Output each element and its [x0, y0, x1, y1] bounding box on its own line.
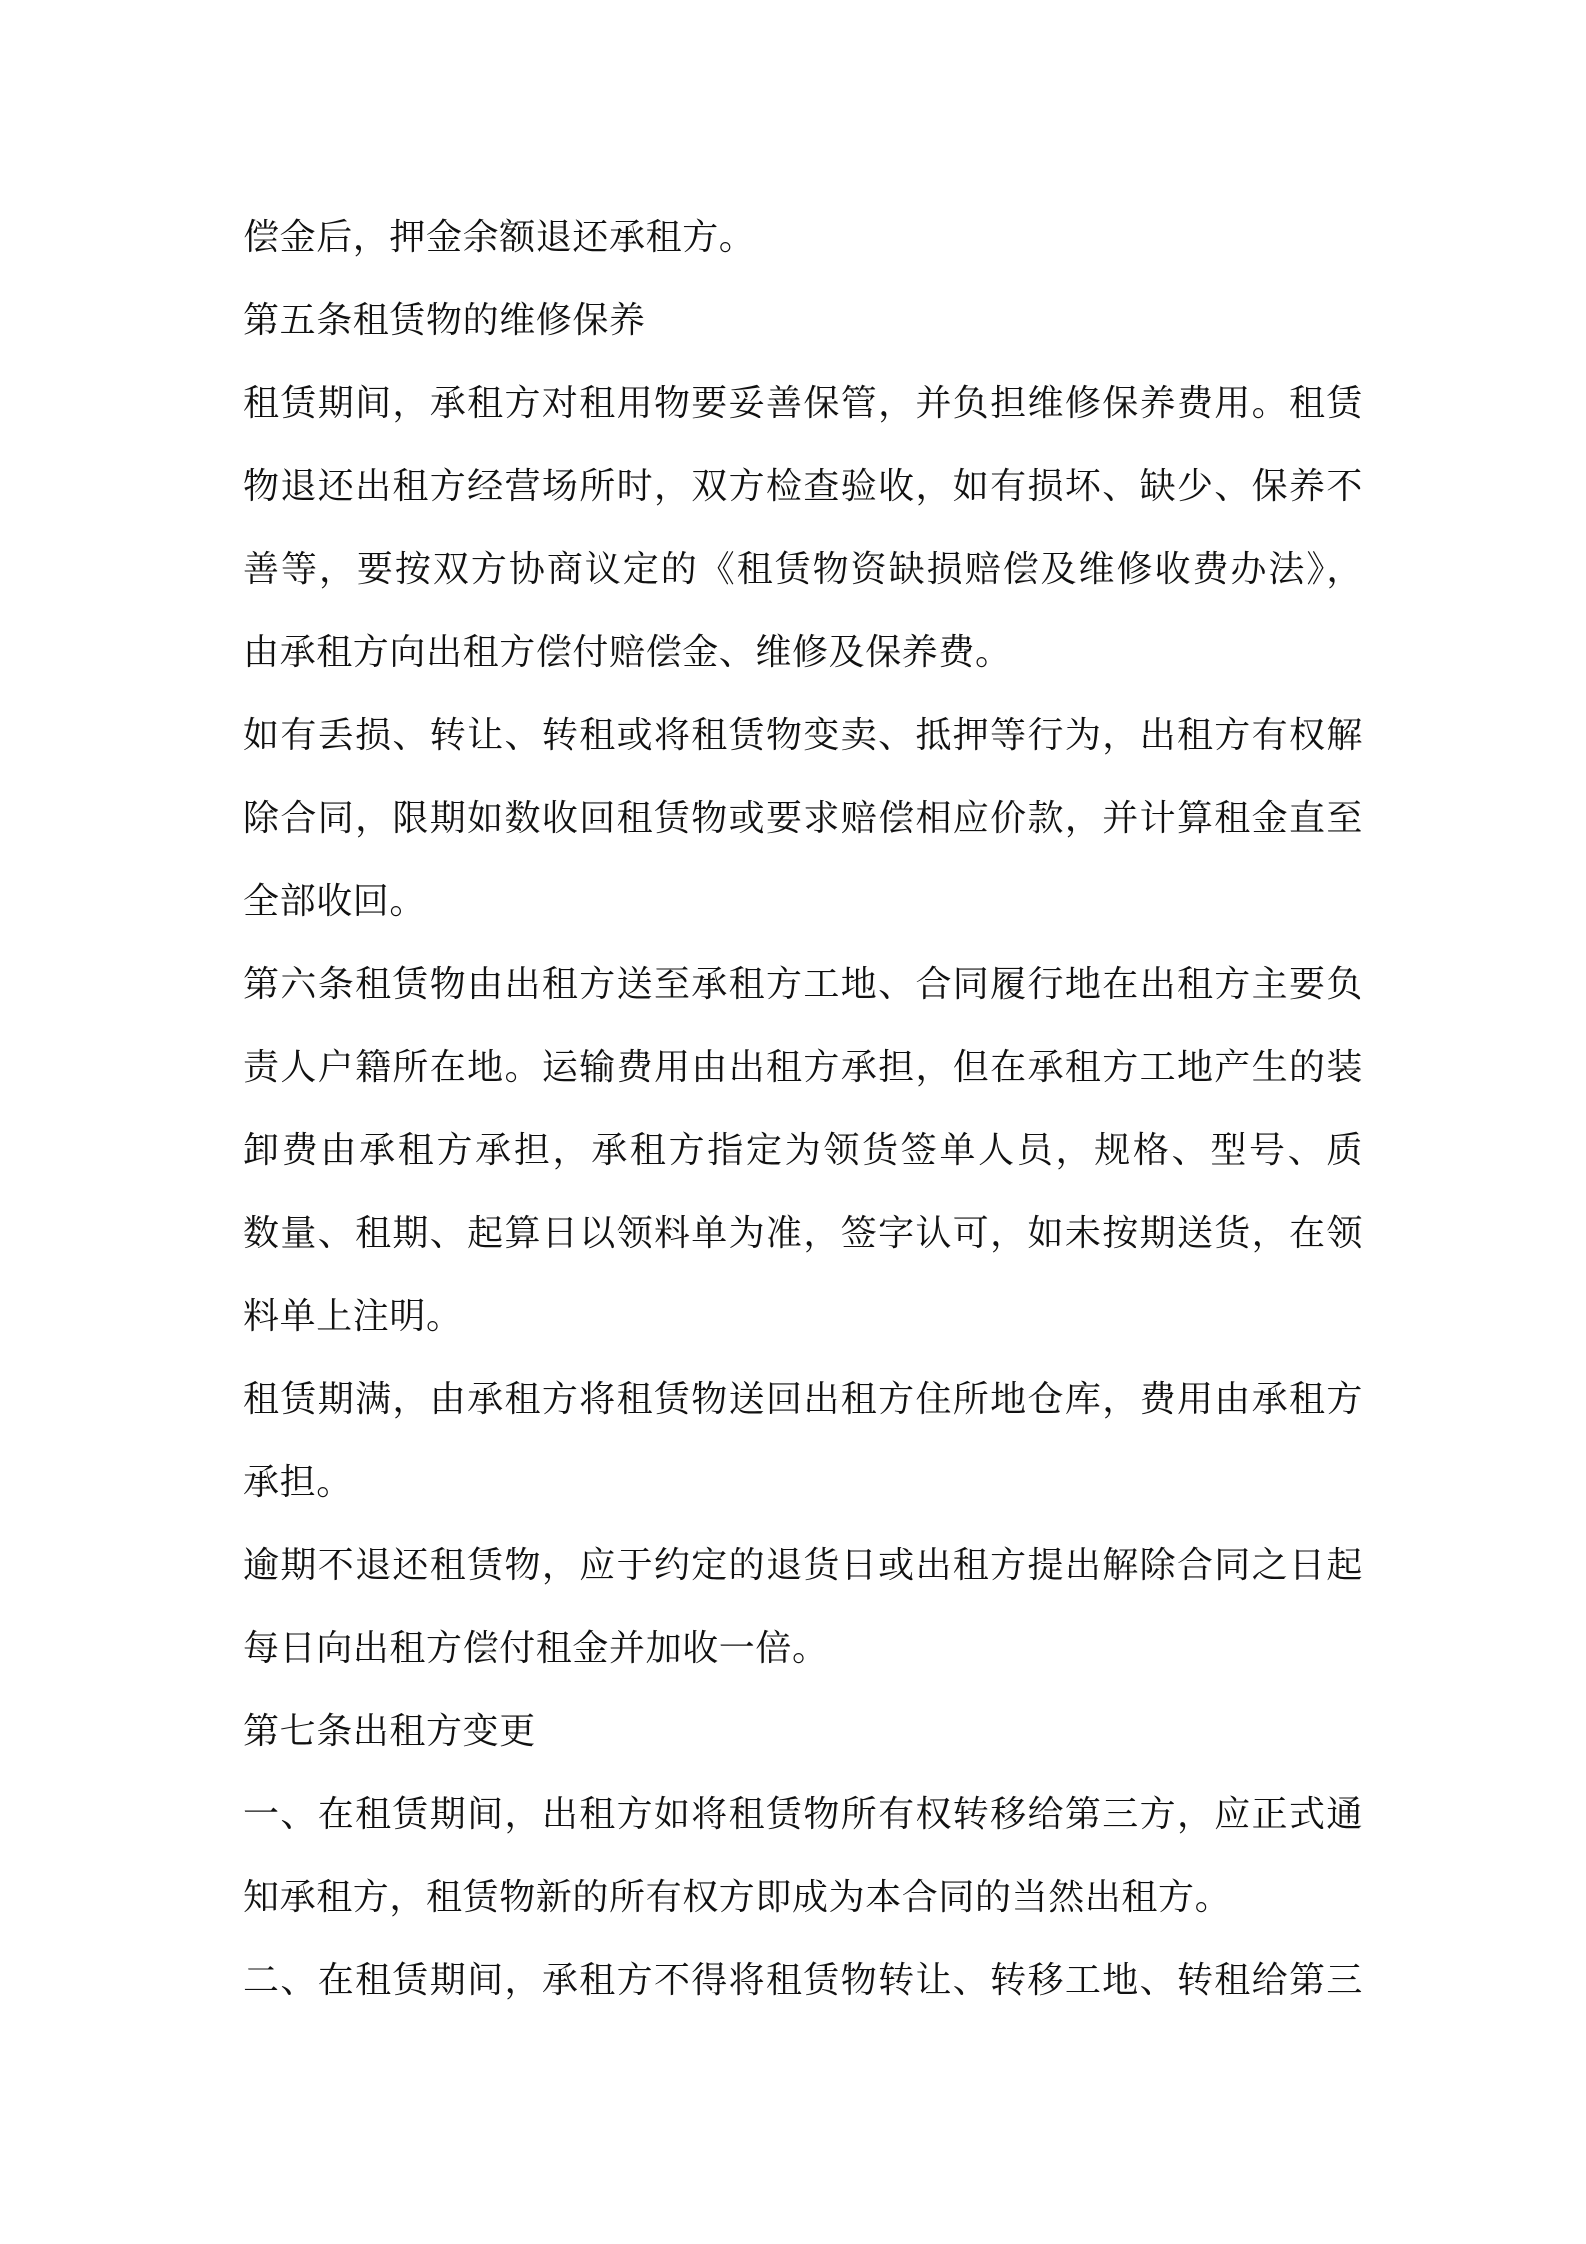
section-heading: 第五条租赁物的维修保养: [243, 300, 646, 341]
text-line: 承担。: [243, 1462, 353, 1503]
text-line: 逾期不退还租赁物，应于约定的退货日或出租方提出解除合同之日起: [243, 1545, 1363, 1586]
text-line: 每日向出租方偿付租金并加收一倍。: [243, 1628, 829, 1669]
text-line: 料单上注明。: [243, 1296, 463, 1337]
document-body: [243, 196, 1363, 2022]
section-heading: 第七条出租方变更: [243, 1711, 536, 1752]
text-line: 租赁期满，由承租方将租赁物送回出租方住所地仓库，费用由承租方: [243, 1379, 1363, 1420]
section-heading: 第六条租赁物由出租方送至承租方工地、合同履行地在出租方主要负: [243, 964, 1363, 1005]
text-line: 如有丢损、转让、转租或将租赁物变卖、抵押等行为，出租方有权解: [243, 715, 1363, 756]
text-line: 由承租方向出租方偿付赔偿金、维修及保养费。: [243, 632, 1012, 673]
text-line: 一、在租赁期间，出租方如将租赁物所有权转移给第三方，应正式通: [243, 1794, 1363, 1835]
text-line: 善等，要按双方协商议定的《租赁物资缺损赔偿及维修收费办法》，: [243, 549, 1363, 590]
text-line: 物退还出租方经营场所时，双方检查验收，如有损坏、缺少、保养不: [243, 466, 1363, 507]
text-line: 卸费由承租方承担，承租方指定为领货签单人员，规格、型号、质: [243, 1130, 1363, 1171]
text-line: 数量、租期、起算日以领料单为准，签字认可，如未按期送货，在领: [243, 1213, 1363, 1254]
text-line: 全部收回。: [243, 881, 427, 922]
text-line: 责人户籍所在地。运输费用由出租方承担，但在承租方工地产生的装: [243, 1047, 1363, 1088]
text-line: 二、在租赁期间，承租方不得将租赁物转让、转移工地、转租给第三: [243, 1960, 1363, 2001]
text-line: 租赁期间，承租方对租用物要妥善保管，并负担维修保养费用。租赁: [243, 383, 1363, 424]
text-line: 偿金后，押金余额退还承租方。: [243, 217, 756, 258]
text-line: 知承租方，租赁物新的所有权方即成为本合同的当然出租方。: [243, 1877, 1232, 1918]
text-line: 除合同，限期如数收回租赁物或要求赔偿相应价款，并计算租金直至: [243, 798, 1363, 839]
